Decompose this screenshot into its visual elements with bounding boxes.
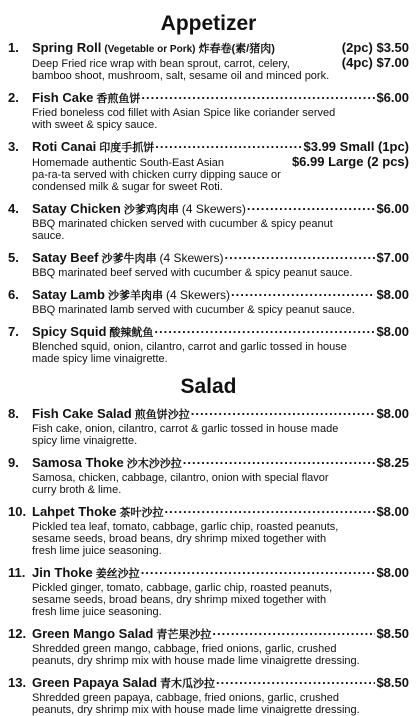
item-description: Samosa, chicken, cabbage, cilantro, onion with special flavor [32, 472, 329, 484]
dot-leader [216, 672, 375, 687]
item-header [8, 562, 409, 582]
item-description: sesame seeds, broad beans, dry shrimp mixed together with [32, 533, 327, 545]
dot-leader [165, 501, 376, 516]
menu-item-satay-lamb [8, 284, 409, 316]
item-note: (4 Skewers) [165, 288, 230, 302]
item-name: Samosa Thoke [32, 455, 124, 470]
dot-leader [225, 247, 376, 262]
item-description: made spicy lime vinaigrette. [32, 353, 168, 365]
item-number: 6. [8, 287, 19, 302]
menu-item-green-mango-salad [8, 623, 409, 667]
item-name: Satay Chicken [32, 201, 121, 216]
item-price: $3.99 Small (1pc) [303, 139, 409, 154]
item-description: BBQ marinated chicken served with cucumber & spicy peanut [32, 218, 333, 230]
item-chinese-name: 印度手抓饼 [99, 142, 155, 154]
item-name: Lahpet Thoke [32, 504, 117, 519]
section-title-salad: Salad [180, 375, 237, 398]
item-description: fresh lime juice seasoning. [32, 545, 162, 557]
item-name: Satay Lamb [32, 287, 105, 302]
dot-leader [154, 321, 375, 336]
item-note: (4 Skewers) [159, 251, 224, 265]
menu-item-lahpet-thoke [8, 501, 409, 557]
item-description: peanuts, dry shrimp mix with house made lime vinaigrette dressing. [32, 704, 360, 716]
item-chinese-name: 酸辣鱿鱼 [109, 327, 154, 339]
item-description: spicy lime vinaigrette. [32, 435, 138, 447]
item-header [8, 247, 409, 267]
item-price-secondary: (4pc) $7.00 [341, 55, 409, 70]
item-price: $8.50 [376, 626, 409, 641]
item-description: Fried boneless cod fillet with Asian Spice like coriander served [32, 107, 336, 119]
item-price-secondary: $6.99 Large (2 pcs) [291, 154, 409, 169]
item-header [8, 87, 409, 107]
item-name: Spicy Squid [32, 324, 107, 339]
item-name: Fish Cake Salad [32, 406, 132, 421]
item-chinese-name: 沙爹鸡肉串 [123, 204, 179, 216]
dot-leader [191, 403, 376, 418]
item-number: 13. [8, 675, 27, 690]
dot-leader [183, 452, 376, 467]
item-description: sesame seeds, broad beans, dry shrimp mixed together with [32, 594, 327, 606]
menu-item-jin-thoke [8, 562, 409, 618]
item-chinese-name: 青芒果沙拉 [156, 629, 212, 641]
item-chinese-name: 香煎鱼饼 [96, 93, 141, 105]
item-description: Shredded green papaya, cabbage, fried onions, garlic, crushed [32, 692, 339, 704]
menu-item-satay-chicken [8, 198, 409, 242]
item-name: Green Mango Salad [32, 626, 154, 641]
item-description: sauce. [32, 230, 65, 242]
item-description: BBQ marinated beef served with cucumber & spicy peanut sauce. [32, 267, 353, 279]
item-price: (2pc) $3.50 [341, 40, 409, 55]
menu-item-green-papaya-salad [8, 672, 409, 716]
item-header [8, 452, 409, 472]
item-price: $6.00 [376, 90, 409, 105]
item-number: 9. [8, 455, 19, 470]
item-description: Shredded green mango, cabbage, fried onions, garlic, crushed [32, 643, 337, 655]
item-chinese-name: 煎鱼饼沙拉 [134, 409, 190, 421]
item-number: 10. [8, 504, 27, 519]
menu-item-fish-cake-salad [8, 403, 409, 447]
item-price: $8.00 [376, 406, 409, 421]
item-price: $6.00 [376, 201, 409, 216]
item-description: condensed milk & sugar for sweet Roti. [32, 181, 223, 193]
item-header [8, 403, 409, 423]
item-name: Fish Cake [32, 90, 94, 105]
item-name: Spring Roll [32, 40, 102, 55]
item-price: $8.00 [376, 504, 409, 519]
item-name: Green Papaya Salad [32, 675, 158, 690]
item-description: curry broth & lime. [32, 484, 122, 496]
item-description: Blenched squid, onion, cilantro, carrot and garlic tossed in house [32, 341, 347, 353]
menu-item-spring-roll [8, 40, 409, 82]
item-number: 3. [8, 139, 19, 154]
item-price: $8.00 [376, 287, 409, 302]
item-number: 7. [8, 324, 19, 339]
item-header [8, 501, 409, 521]
item-price: $8.50 [376, 675, 409, 690]
section-title-appetizer: Appetizer [160, 12, 257, 35]
item-description: peanuts, dry shrimp mix with house made lime vinaigrette dressing. [32, 655, 360, 667]
menu-item-samosa-thoke [8, 452, 409, 496]
item-header [8, 284, 409, 304]
item-header [8, 198, 409, 218]
item-description: Pickled tea leaf, tomato, cabbage, garlic chip, roasted peanuts, [32, 521, 339, 533]
menu-item-fish-cake [8, 87, 409, 131]
item-description: Fish cake, onion, cilantro, carrot & garlic tossed in house made [32, 423, 339, 435]
item-chinese-name: 青木瓜沙拉 [160, 678, 216, 690]
item-header [8, 623, 409, 643]
item-description: Pickled ginger, tomato, cabbage, garlic chip, roasted peanuts, [32, 582, 333, 594]
item-header [8, 321, 409, 341]
item-chinese-name: 沙爹羊肉串 [107, 290, 163, 302]
dot-leader [141, 562, 376, 577]
menu-item-spicy-squid [8, 321, 409, 365]
item-price: $8.00 [376, 565, 409, 580]
item-chinese-name: 沙木沙沙拉 [126, 458, 182, 470]
item-price: $7.00 [376, 250, 409, 265]
item-name: Satay Beef [32, 250, 99, 265]
dot-leader [212, 623, 375, 638]
menu-item-roti-canai [8, 136, 409, 193]
item-number: 4. [8, 201, 19, 216]
item-number: 2. [8, 90, 19, 105]
item-name: Roti Canai [32, 139, 97, 154]
dot-leader [155, 136, 302, 151]
item-header [8, 672, 409, 692]
item-note: (4 Skewers) [181, 202, 246, 216]
item-description-line [32, 57, 409, 70]
item-description: BBQ marinated lamb served with cucumber & spicy peanut sauce. [32, 304, 355, 316]
item-description: bamboo shoot, mushroom, salt, sesame oil and minced pork. [32, 70, 330, 82]
item-name: Jin Thoke [32, 565, 93, 580]
dot-leader [231, 284, 375, 299]
item-description: pa-ra-ta served with chicken curry dipping sauce or [32, 169, 281, 181]
item-number: 1. [8, 40, 19, 55]
item-price: $8.00 [376, 324, 409, 339]
dot-leader [247, 198, 376, 213]
item-header [8, 136, 409, 156]
item-description: fresh lime juice seasoning. [32, 606, 162, 618]
item-chinese-name: 沙爹牛肉串 [101, 253, 157, 265]
item-number: 5. [8, 250, 19, 265]
item-chinese-name: 茶叶沙拉 [119, 507, 164, 519]
item-description: Deep Fried rice wrap with bean sprout, carrot, celery, [32, 58, 290, 70]
item-number: 8. [8, 406, 19, 421]
item-description-line [32, 156, 409, 169]
item-number: 12. [8, 626, 27, 641]
item-number: 11. [8, 565, 26, 580]
item-description: with sweet & spicy sauce. [32, 119, 158, 131]
item-chinese-name: 炸春卷(素/猪肉) [198, 43, 275, 55]
item-description: Homemade authentic South-East Asian [32, 157, 225, 169]
dot-leader [141, 87, 375, 102]
item-chinese-name: 姜丝沙拉 [95, 568, 140, 580]
menu-item-satay-beef [8, 247, 409, 279]
item-price: $8.25 [376, 455, 409, 470]
item-note: (Vegetable or Pork) [104, 44, 196, 55]
